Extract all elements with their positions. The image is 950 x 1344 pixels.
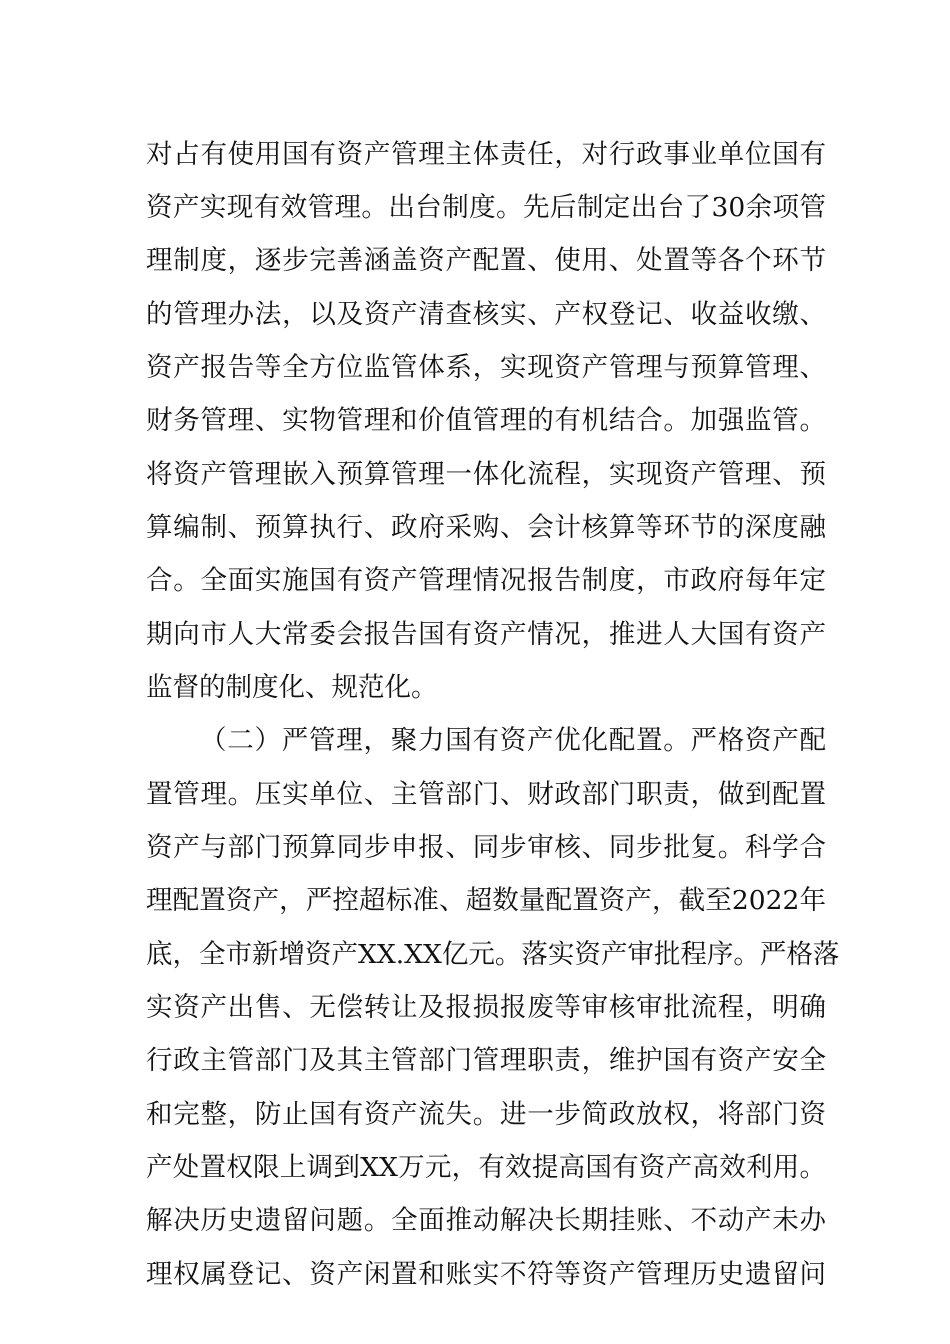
text-line: 理配置资产，严控超标准、超数量配置资产，截至2022年 [146, 885, 826, 916]
text-line: 监督的制度化、规范化。 [146, 672, 438, 703]
text-line: 财务管理、实物管理和价值管理的有机结合。加强监管。 [146, 405, 826, 436]
text-line: 解决历史遗留问题。全面推动解决长期挂账、不动产未办 [146, 1205, 826, 1236]
text-line: 期向市人大常委会报告国有资产情况，推进人大国有资产 [146, 619, 826, 650]
text-line: 的管理办法，以及资产清查核实、产权登记、收益收缴、 [146, 299, 826, 330]
text-line: 算编制、预算执行、政府采购、会计核算等环节的深度融 [146, 512, 826, 543]
text-line: 行政主管部门及其主管部门管理职责，维护国有资产安全 [146, 1045, 826, 1076]
text-line: 产处置权限上调到XX万元，有效提高国有资产高效利用。 [146, 1152, 826, 1183]
section-heading-line: （二）严管理，聚力国有资产优化配置。严格资产配 [200, 725, 826, 756]
text-line: 理权属登记、资产闲置和账实不符等资产管理历史遗留问 [146, 1259, 826, 1290]
text-line: 资产与部门预算同步申报、同步审核、同步批复。科学合 [146, 832, 826, 863]
text-line: 合。全面实施国有资产管理情况报告制度，市政府每年定 [146, 565, 826, 596]
text-line: 底，全市新增资产XX.XX亿元。落实资产审批程序。严格落 [146, 939, 840, 970]
text-line: 资产报告等全方位监管体系，实现资产管理与预算管理、 [146, 352, 826, 383]
text-line: 实资产出售、无偿转让及报损报废等审核审批流程，明确 [146, 992, 826, 1023]
text-line: 理制度，逐步完善涵盖资产配置、使用、处置等各个环节 [146, 245, 826, 276]
text-line: 和完整，防止国有资产流失。进一步简政放权，将部门资 [146, 1099, 826, 1130]
text-line: 将资产管理嵌入预算管理一体化流程，实现资产管理、预 [146, 459, 826, 490]
text-line: 对占有使用国有资产管理主体责任，对行政事业单位国有 [146, 139, 826, 170]
text-line: 置管理。压实单位、主管部门、财政部门职责，做到配置 [146, 779, 826, 810]
text-line: 资产实现有效管理。出台制度。先后制定出台了30余项管 [146, 192, 826, 223]
